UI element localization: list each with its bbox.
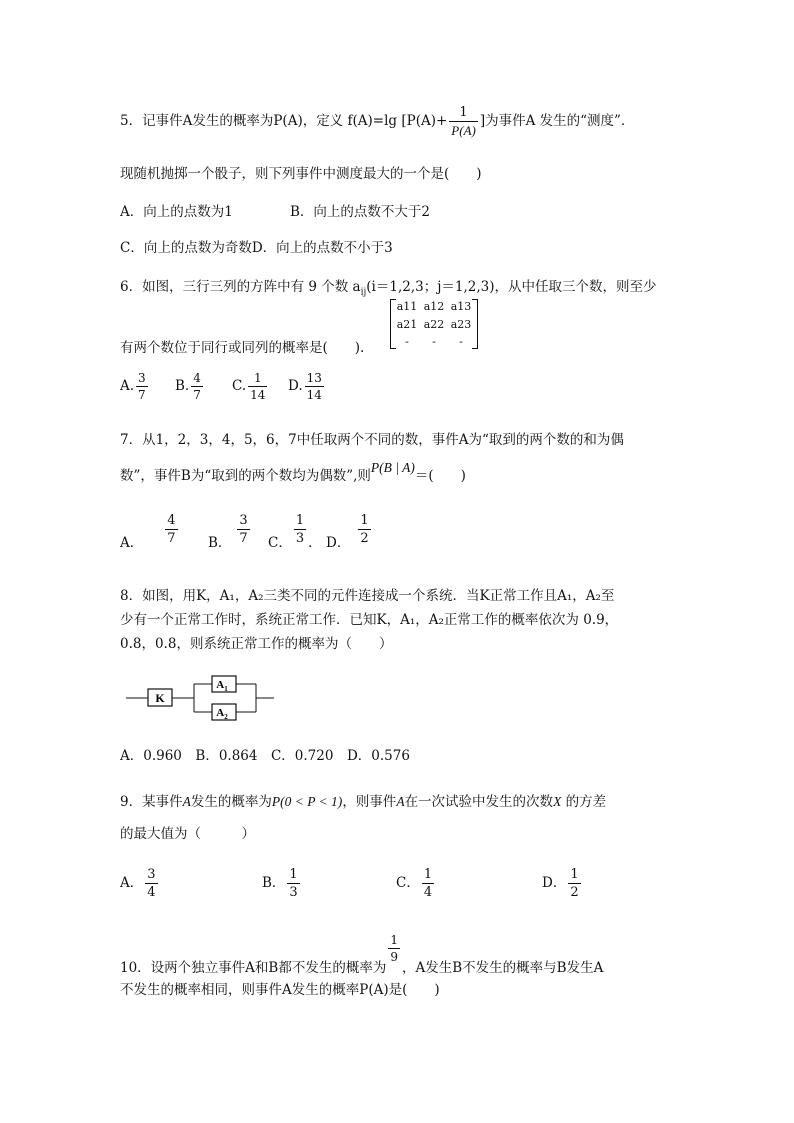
q8-line2: 少有一个正常工作时，系统正常工作．已知K，A₁，A₂正常工作的概率依次为 0.9，: [120, 612, 619, 628]
q5-line2: 现随机抛掷一个骰子，则下列事件中测度最大的一个是( ): [120, 166, 482, 182]
q5-text-a: 5．记事件A发生的概率为P(A)，定义 f(A)=lg [P(A)+: [120, 113, 448, 129]
q6-option-d: [288, 372, 326, 401]
option-fraction: [248, 372, 267, 401]
frac-num: 4: [193, 371, 201, 385]
option-fraction: [145, 868, 157, 899]
q9-text-b: 发生的概率为: [190, 794, 272, 810]
q9-event-a: A: [182, 794, 191, 809]
k-label: K: [155, 691, 165, 705]
q7-text-a: 数”，事件B为“取到的两个数均为偶数”,则: [120, 468, 371, 484]
q7-option-d: [326, 513, 373, 551]
option-letter: A.: [120, 378, 135, 394]
q9-text-e: 的方差: [561, 794, 607, 810]
option-fraction: [294, 514, 306, 545]
q7-option-a: [120, 513, 180, 551]
option-fraction: [191, 372, 203, 401]
q10-fraction: [388, 934, 400, 963]
q9-condition: P(0 < P < 1): [271, 794, 343, 809]
q6-sub: ij: [360, 287, 367, 298]
frac-den: 14: [250, 388, 266, 402]
option-fraction: [165, 514, 177, 545]
frac-num: 1: [289, 867, 298, 882]
frac-den: 2: [360, 531, 369, 546]
q9-variable-x: X: [553, 794, 562, 809]
option-fraction: [237, 514, 249, 545]
q7-line2: [120, 460, 466, 484]
q10-text-b: ，A发生B不发生的概率与B发生A: [402, 960, 604, 976]
q8-line3: 0.8，0.8，则系统正常工作的概率为（ ）: [120, 636, 393, 652]
q7-text-b: ＝( ): [414, 468, 466, 484]
option-letter: B.: [175, 378, 190, 394]
q5-fraction: [449, 106, 478, 137]
q5-frac-num: 1: [459, 105, 468, 120]
q6-text-b: (i＝1,2,3；j＝1,2,3)，从中任取三个数，则至少: [366, 279, 657, 295]
frac-den: 7: [239, 531, 248, 546]
frac-den: 3: [295, 531, 305, 546]
q9-event-a-2: A: [396, 794, 405, 809]
q6-option-b: [175, 372, 205, 401]
option-letter: C．: [396, 875, 420, 891]
frac-num: 1: [295, 513, 305, 528]
option-suffix: ．: [308, 535, 322, 551]
frac-num: 1: [570, 867, 579, 882]
q5-line1: [120, 106, 634, 137]
q9-line2: 的最大值为（ ）: [120, 826, 255, 842]
matrix-cell: a13: [450, 300, 472, 313]
frac-den: 3: [289, 885, 298, 900]
q8-line1: 8．如图，用K，A₁，A₂三类不同的元件连接成一个系统．当K正常工作且A₁，A₂至: [120, 588, 615, 604]
matrix-cell: a12: [423, 300, 445, 313]
frac-num: 3: [239, 513, 248, 528]
q5-option-cd: C．向上的点数为奇数D．向上的点数不小于3: [120, 240, 393, 256]
frac-num: 13: [306, 371, 322, 385]
frac-num: 3: [147, 867, 156, 882]
q9-text-d: 在一次试验中发生的次数: [404, 794, 554, 810]
option-letter: A．: [120, 875, 144, 891]
circuit-diagram: [126, 672, 276, 724]
q9-text-a: 9．某事件: [120, 794, 183, 810]
option-fraction: [287, 868, 299, 899]
q10-line1: [120, 933, 604, 976]
q6-line1: [120, 275, 657, 298]
option-letter: D.: [288, 378, 303, 394]
matrix-cell: -: [405, 335, 409, 348]
q5-option-a: A．向上的点数为1: [120, 204, 233, 220]
q9-option-b: [262, 868, 302, 899]
matrix-cell: -: [432, 335, 436, 348]
frac-num: 4: [167, 513, 176, 528]
option-fraction: [422, 868, 434, 899]
frac-den: 4: [423, 885, 433, 900]
q10-text-a: 10．设两个独立事件A和B都不发生的概率为: [120, 960, 387, 976]
q8-options: A．0.960 B．0.864 C．0.720 D．0.576: [120, 748, 410, 764]
frac-num: 1: [253, 371, 262, 385]
q9-option-a: [120, 868, 160, 899]
option-letter: A．: [120, 535, 144, 551]
option-fraction: [568, 868, 580, 899]
option-letter: B．: [208, 535, 232, 551]
option-letter: C.: [232, 378, 247, 394]
frac-den: 14: [306, 388, 322, 402]
matrix-cell: a11: [396, 300, 418, 313]
option-letter: D．: [326, 535, 351, 551]
q6-option-a: [120, 372, 150, 401]
q10-line2: 不发生的概率相同，则事件A发生的概率P(A)是( ): [120, 982, 440, 998]
a1-label: $A_1$: [216, 679, 228, 693]
option-letter: B．: [262, 875, 286, 891]
q7-line1: 7．从1，2，3，4，5，6，7中任取两个不同的数，事件A为“取到的两个数的和为偶: [120, 432, 624, 448]
frac-den: 7: [193, 388, 201, 402]
q7-expression: P(B | A): [370, 460, 415, 475]
q6-text-a: 6．如图，三行三列的方阵中有 9 个数 a: [120, 279, 361, 295]
frac-num: 3: [138, 371, 146, 385]
q6-matrix: [390, 299, 478, 349]
q7-option-b: [208, 513, 252, 551]
matrix-cell: a23: [450, 318, 472, 331]
q5-frac-den: P(A): [451, 123, 476, 138]
frac-den: 9: [390, 950, 398, 964]
frac-num: 1: [423, 867, 433, 882]
option-letter: D．: [542, 875, 567, 891]
q9-option-c: [396, 868, 436, 899]
frac-den: 7: [138, 388, 146, 402]
q9-option-d: [542, 868, 583, 899]
frac-den: 2: [570, 885, 579, 900]
matrix-cell: a22: [423, 318, 445, 331]
q7-option-c: [268, 513, 322, 551]
matrix-cell: -: [459, 335, 463, 348]
q9-text-c: ，则事件: [342, 794, 397, 810]
matrix-cell: a21: [396, 318, 418, 331]
q9-line1: [120, 790, 606, 810]
frac-den: 4: [147, 885, 156, 900]
option-fraction: [358, 514, 370, 545]
frac-den: 7: [167, 531, 176, 546]
option-fraction: [136, 372, 148, 401]
q6-line2: 有两个数位于同行或同列的概率是( ).: [120, 340, 365, 356]
q5-option-b: B．向上的点数不大于2: [290, 204, 431, 220]
option-letter: C．: [268, 535, 292, 551]
q5-text-b: ]为事件A 发生的“测度”．: [479, 113, 635, 129]
a2-label: $A_2$: [216, 707, 228, 721]
q6-option-c: [232, 372, 269, 401]
frac-num: 1: [360, 513, 369, 528]
frac-num: 1: [390, 933, 398, 947]
option-fraction: [305, 372, 324, 401]
